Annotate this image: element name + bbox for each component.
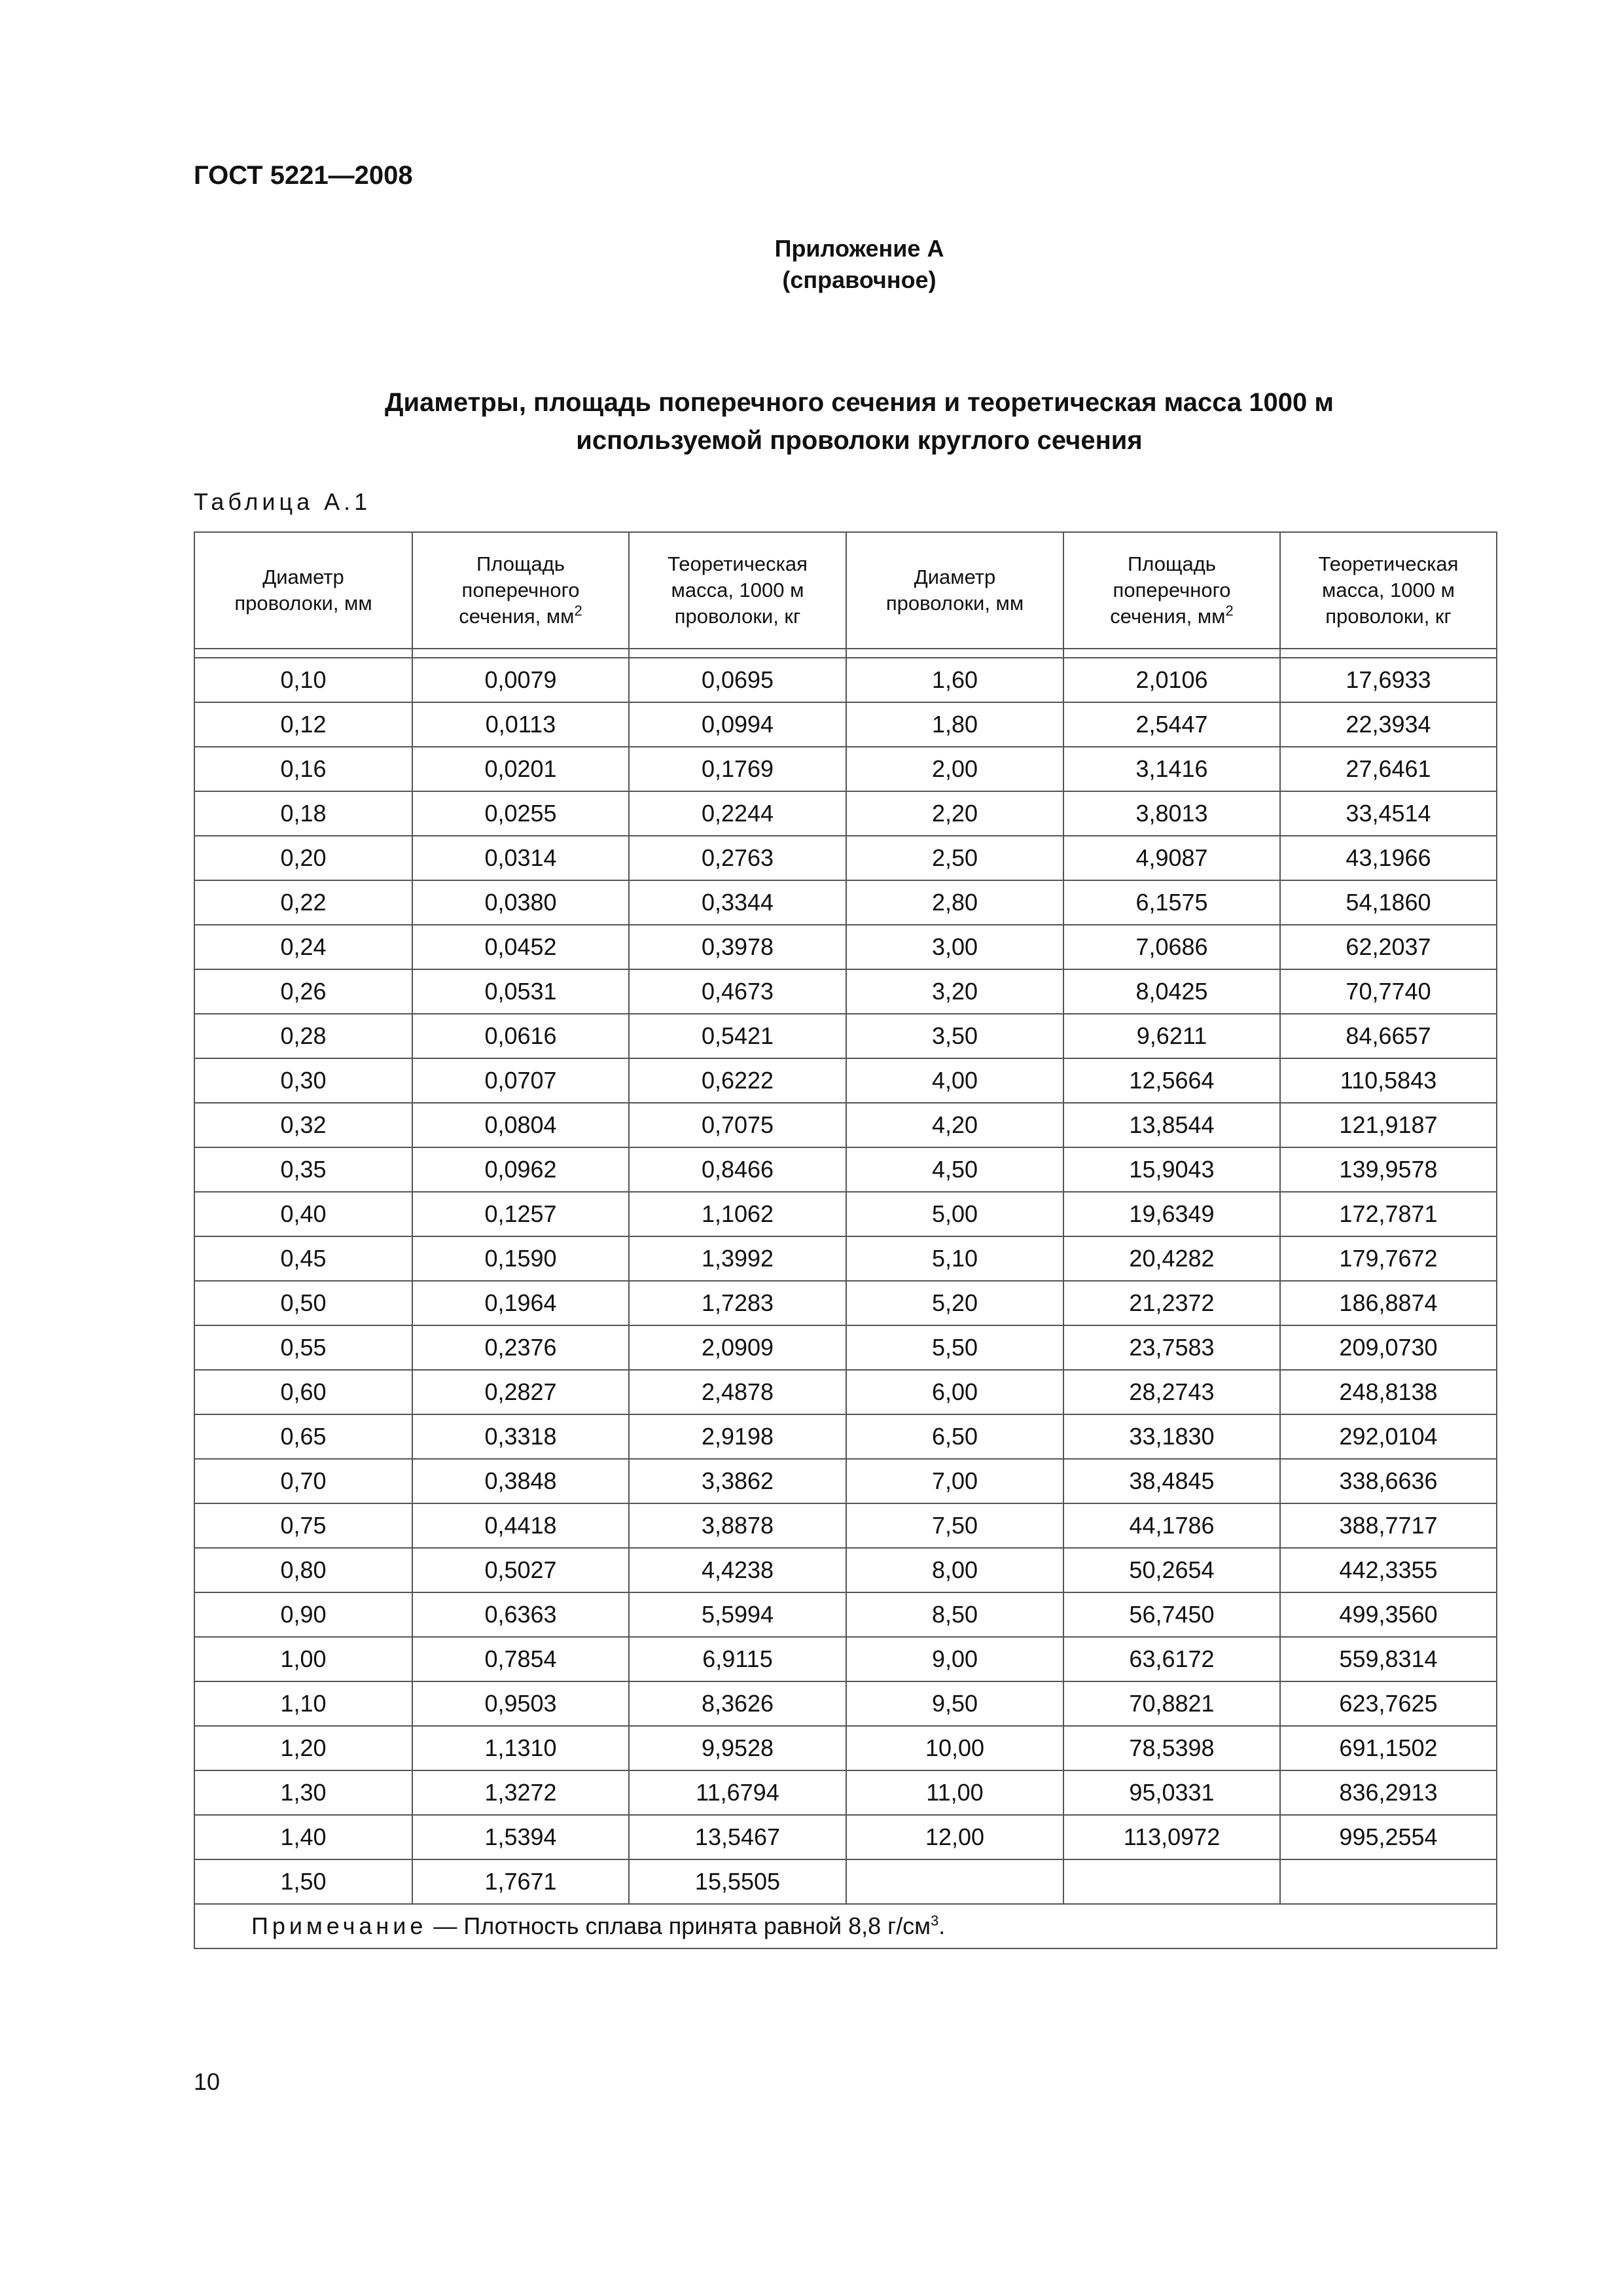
table-cell: 21,2372: [1063, 1281, 1280, 1325]
table-cell: 0,0201: [412, 747, 629, 791]
table-cell: 442,3355: [1280, 1548, 1497, 1592]
table-cell: 0,20: [194, 836, 412, 880]
table-cell: 6,9115: [629, 1637, 846, 1681]
table-cell: 0,70: [194, 1459, 412, 1503]
table-row: [194, 880, 1497, 925]
table-cell: 9,9528: [629, 1726, 846, 1770]
table-cell: 63,6172: [1063, 1637, 1280, 1681]
table-row: [194, 747, 1497, 791]
table-cell: 0,30: [194, 1058, 412, 1103]
table-cell: 0,18: [194, 791, 412, 836]
header-mass: Теоретическая масса, 1000 м проволоки, кг: [629, 532, 846, 649]
table-cell: 7,00: [846, 1459, 1063, 1503]
table-cell: 0,80: [194, 1548, 412, 1592]
table-title: [0, 384, 1623, 459]
header-diameter-2: Диаметр проволоки, мм: [846, 532, 1063, 649]
table-row: [194, 1459, 1497, 1503]
table-cell: 0,8466: [629, 1147, 846, 1192]
table-cell: 0,65: [194, 1414, 412, 1459]
table-cell: 0,55: [194, 1325, 412, 1370]
table-cell: 54,1860: [1280, 880, 1497, 925]
table-cell: 0,0113: [412, 702, 629, 747]
table-cell: 1,1310: [412, 1726, 629, 1770]
table-cell: 0,0380: [412, 880, 629, 925]
table-cell: 2,50: [846, 836, 1063, 880]
table-cell: 0,2763: [629, 836, 846, 880]
table-cell: 0,1964: [412, 1281, 629, 1325]
table-cell: 995,2554: [1280, 1815, 1497, 1859]
table-cell: 0,22: [194, 880, 412, 925]
table-cell: [1063, 1859, 1280, 1904]
table-cell: 0,6222: [629, 1058, 846, 1103]
table-cell: 2,20: [846, 791, 1063, 836]
appendix-subtitle: (справочное): [782, 266, 936, 293]
table-cell: 0,0314: [412, 836, 629, 880]
table-cell: 2,00: [846, 747, 1063, 791]
table-cell: 6,00: [846, 1370, 1063, 1414]
table-cell: 110,5843: [1280, 1058, 1497, 1103]
table-cell: 38,4845: [1063, 1459, 1280, 1503]
table-cell: 0,75: [194, 1503, 412, 1548]
table-row: [194, 1726, 1497, 1770]
table-cell: 1,00: [194, 1637, 412, 1681]
table-cell: 5,20: [846, 1281, 1063, 1325]
header-area: Площадь поперечного сечения, $мм^2$: [412, 532, 629, 649]
table-cell: 1,80: [846, 702, 1063, 747]
table-cell: 0,40: [194, 1192, 412, 1236]
table-cell: 0,6363: [412, 1592, 629, 1637]
table-cell: 84,6657: [1280, 1014, 1497, 1058]
table-cell: 70,7740: [1280, 969, 1497, 1014]
table-cell: 139,9578: [1280, 1147, 1497, 1192]
table-cell: 10,00: [846, 1726, 1063, 1770]
table-cell: 0,24: [194, 925, 412, 969]
table-row: [194, 969, 1497, 1014]
table-cell: 4,50: [846, 1147, 1063, 1192]
table-cell: 78,5398: [1063, 1726, 1280, 1770]
table-cell: 0,50: [194, 1281, 412, 1325]
document-code: ГОСТ 5221—2008: [194, 161, 413, 190]
table-cell: 0,0616: [412, 1014, 629, 1058]
table-cell: 4,00: [846, 1058, 1063, 1103]
table-cell: 3,00: [846, 925, 1063, 969]
table-cell: 5,50: [846, 1325, 1063, 1370]
table-header-row: [194, 532, 1497, 649]
table-cell: 28,2743: [1063, 1370, 1280, 1414]
table-cell: 0,1769: [629, 747, 846, 791]
table-row: [194, 1192, 1497, 1236]
table-cell: 0,3344: [629, 880, 846, 925]
table-cell: 559,8314: [1280, 1637, 1497, 1681]
header-mass-2: Теоретическая масса, 1000 м проволоки, кг: [1280, 532, 1497, 649]
table-cell: 0,3318: [412, 1414, 629, 1459]
table-row: [194, 1637, 1497, 1681]
table-row: [194, 1325, 1497, 1370]
table-cell: 9,50: [846, 1681, 1063, 1726]
table-cell: 2,80: [846, 880, 1063, 925]
table-cell: 7,50: [846, 1503, 1063, 1548]
table-cell: 5,00: [846, 1192, 1063, 1236]
table-cell: 8,00: [846, 1548, 1063, 1592]
wire-data-table: [194, 531, 1497, 1949]
table-row: [194, 1681, 1497, 1726]
table-cell: 121,9187: [1280, 1103, 1497, 1147]
table-cell: 0,16: [194, 747, 412, 791]
table-cell: 0,0695: [629, 658, 846, 702]
table-cell: 248,8138: [1280, 1370, 1497, 1414]
table-cell: 113,0972: [1063, 1815, 1280, 1859]
table-cell: 0,5027: [412, 1548, 629, 1592]
table-cell: 0,7854: [412, 1637, 629, 1681]
table-cell: 95,0331: [1063, 1770, 1280, 1815]
table-cell: 1,50: [194, 1859, 412, 1904]
table-cell: 0,4673: [629, 969, 846, 1014]
table-cell: 0,32: [194, 1103, 412, 1147]
table-cell: 0,0962: [412, 1147, 629, 1192]
table-cell: 0,4418: [412, 1503, 629, 1548]
table-cell: 1,7283: [629, 1281, 846, 1325]
page-number: 10: [194, 2068, 221, 2095]
table-cell: 0,1590: [412, 1236, 629, 1281]
table-cell: 6,1575: [1063, 880, 1280, 925]
table-row: [194, 1503, 1497, 1548]
table-cell: 836,2913: [1280, 1770, 1497, 1815]
appendix-heading: [0, 233, 1623, 296]
table-cell: 1,1062: [629, 1192, 846, 1236]
table-cell: 1,5394: [412, 1815, 629, 1859]
table-cell: 0,10: [194, 658, 412, 702]
table-cell: 13,8544: [1063, 1103, 1280, 1147]
table-cell: 0,0804: [412, 1103, 629, 1147]
table-cell: 0,0255: [412, 791, 629, 836]
table-row: [194, 658, 1497, 702]
table-cell: 2,0909: [629, 1325, 846, 1370]
table-cell: 0,2244: [629, 791, 846, 836]
header-spacer-row: [194, 649, 1497, 658]
table-cell: 0,7075: [629, 1103, 846, 1147]
table-row: [194, 836, 1497, 880]
table-cell: 62,2037: [1280, 925, 1497, 969]
table-row: [194, 1414, 1497, 1459]
table-cell: 499,3560: [1280, 1592, 1497, 1637]
table-label: Таблица А.1: [194, 488, 372, 515]
table-cell: 9,00: [846, 1637, 1063, 1681]
table-cell: 22,3934: [1280, 702, 1497, 747]
table-note: Примечание — Плотность сплава принята равной 8,8 $г/см^3$.: [194, 1904, 1497, 1948]
table-cell: 4,9087: [1063, 836, 1280, 880]
table-cell: 2,0106: [1063, 658, 1280, 702]
table-cell: 0,3978: [629, 925, 846, 969]
table-cell: 11,6794: [629, 1770, 846, 1815]
table-cell: 0,2376: [412, 1325, 629, 1370]
table-cell: [1280, 1859, 1497, 1904]
table-row: [194, 702, 1497, 747]
table-row: [194, 1370, 1497, 1414]
table-cell: 3,50: [846, 1014, 1063, 1058]
table-cell: 43,1966: [1280, 836, 1497, 880]
table-cell: 8,50: [846, 1592, 1063, 1637]
table-cell: 3,20: [846, 969, 1063, 1014]
table-cell: 11,00: [846, 1770, 1063, 1815]
table-cell: 292,0104: [1280, 1414, 1497, 1459]
table-cell: 33,4514: [1280, 791, 1497, 836]
table-cell: 56,7450: [1063, 1592, 1280, 1637]
table-cell: 15,9043: [1063, 1147, 1280, 1192]
table-cell: 1,40: [194, 1815, 412, 1859]
table-cell: 0,9503: [412, 1681, 629, 1726]
table-cell: 2,5447: [1063, 702, 1280, 747]
table-cell: 1,30: [194, 1770, 412, 1815]
table-row: [194, 1147, 1497, 1192]
table-cell: 186,8874: [1280, 1281, 1497, 1325]
table-cell: 15,5505: [629, 1859, 846, 1904]
table-row: [194, 1103, 1497, 1147]
table-cell: 172,7871: [1280, 1192, 1497, 1236]
table-cell: 17,6933: [1280, 658, 1497, 702]
table-row: [194, 1859, 1497, 1904]
table-cell: 0,3848: [412, 1459, 629, 1503]
table-cell: 0,5421: [629, 1014, 846, 1058]
header-diameter: Диаметр проволоки, мм: [194, 532, 412, 649]
table-cell: 1,7671: [412, 1859, 629, 1904]
table-cell: 0,12: [194, 702, 412, 747]
table-cell: 179,7672: [1280, 1236, 1497, 1281]
table-row: [194, 1014, 1497, 1058]
table-cell: 3,8878: [629, 1503, 846, 1548]
table-cell: 209,0730: [1280, 1325, 1497, 1370]
table-note-row: [194, 1904, 1497, 1948]
note-superscript: 3: [931, 1912, 939, 1929]
table-cell: 1,20: [194, 1726, 412, 1770]
table-row: [194, 1281, 1497, 1325]
table-cell: 0,0707: [412, 1058, 629, 1103]
table-row: [194, 791, 1497, 836]
table-cell: 12,00: [846, 1815, 1063, 1859]
table-row: [194, 1058, 1497, 1103]
table-cell: 1,10: [194, 1681, 412, 1726]
table-cell: 9,6211: [1063, 1014, 1280, 1058]
table-cell: 0,0531: [412, 969, 629, 1014]
table-row: [194, 1592, 1497, 1637]
table-cell: 27,6461: [1280, 747, 1497, 791]
table-cell: 0,26: [194, 969, 412, 1014]
table-cell: 70,8821: [1063, 1681, 1280, 1726]
table-cell: 20,4282: [1063, 1236, 1280, 1281]
table-cell: 0,60: [194, 1370, 412, 1414]
table-cell: 5,5994: [629, 1592, 846, 1637]
table-cell: 8,0425: [1063, 969, 1280, 1014]
table-cell: 3,3862: [629, 1459, 846, 1503]
table-cell: 623,7625: [1280, 1681, 1497, 1726]
table-cell: 0,0079: [412, 658, 629, 702]
table-row: [194, 925, 1497, 969]
table-cell: 50,2654: [1063, 1548, 1280, 1592]
table-cell: 3,8013: [1063, 791, 1280, 836]
table-cell: 0,0994: [629, 702, 846, 747]
table-cell: 1,3992: [629, 1236, 846, 1281]
note-label: Примечание: [251, 1912, 427, 1939]
note-text: — Плотность сплава принята равной 8,8 г/см: [427, 1912, 931, 1939]
table-cell: 0,2827: [412, 1370, 629, 1414]
table-cell: 7,0686: [1063, 925, 1280, 969]
table-cell: 13,5467: [629, 1815, 846, 1859]
table-cell: 44,1786: [1063, 1503, 1280, 1548]
header-area-2: Площадь поперечного сечения, $мм^2$: [1063, 532, 1280, 649]
table-cell: 4,20: [846, 1103, 1063, 1147]
table-cell: 0,28: [194, 1014, 412, 1058]
table-cell: 19,6349: [1063, 1192, 1280, 1236]
table-cell: 2,4878: [629, 1370, 846, 1414]
table-cell: 388,7717: [1280, 1503, 1497, 1548]
table-cell: 0,0452: [412, 925, 629, 969]
table-cell: 8,3626: [629, 1681, 846, 1726]
table-cell: 0,45: [194, 1236, 412, 1281]
table-cell: 33,1830: [1063, 1414, 1280, 1459]
table-cell: 6,50: [846, 1414, 1063, 1459]
table-cell: 23,7583: [1063, 1325, 1280, 1370]
table-cell: 0,90: [194, 1592, 412, 1637]
table-cell: 4,4238: [629, 1548, 846, 1592]
table-cell: 1,60: [846, 658, 1063, 702]
table-row: [194, 1548, 1497, 1592]
table-cell: 2,9198: [629, 1414, 846, 1459]
table-cell: 3,1416: [1063, 747, 1280, 791]
table-cell: 0,1257: [412, 1192, 629, 1236]
table-row: [194, 1770, 1497, 1815]
table-cell: 691,1502: [1280, 1726, 1497, 1770]
table-title-line-2: используемой проволоки круглого сечения: [576, 426, 1143, 455]
table-cell: 0,35: [194, 1147, 412, 1192]
table-title-line-1: Диаметры, площадь поперечного сечения и теоретическая масса 1000 м: [385, 388, 1334, 417]
table-cell: [846, 1859, 1063, 1904]
table-row: [194, 1236, 1497, 1281]
table-row: [194, 1815, 1497, 1859]
appendix-title: Приложение А: [774, 235, 944, 262]
table-cell: 1,3272: [412, 1770, 629, 1815]
table-cell: 5,10: [846, 1236, 1063, 1281]
table-cell: 338,6636: [1280, 1459, 1497, 1503]
table-cell: 12,5664: [1063, 1058, 1280, 1103]
